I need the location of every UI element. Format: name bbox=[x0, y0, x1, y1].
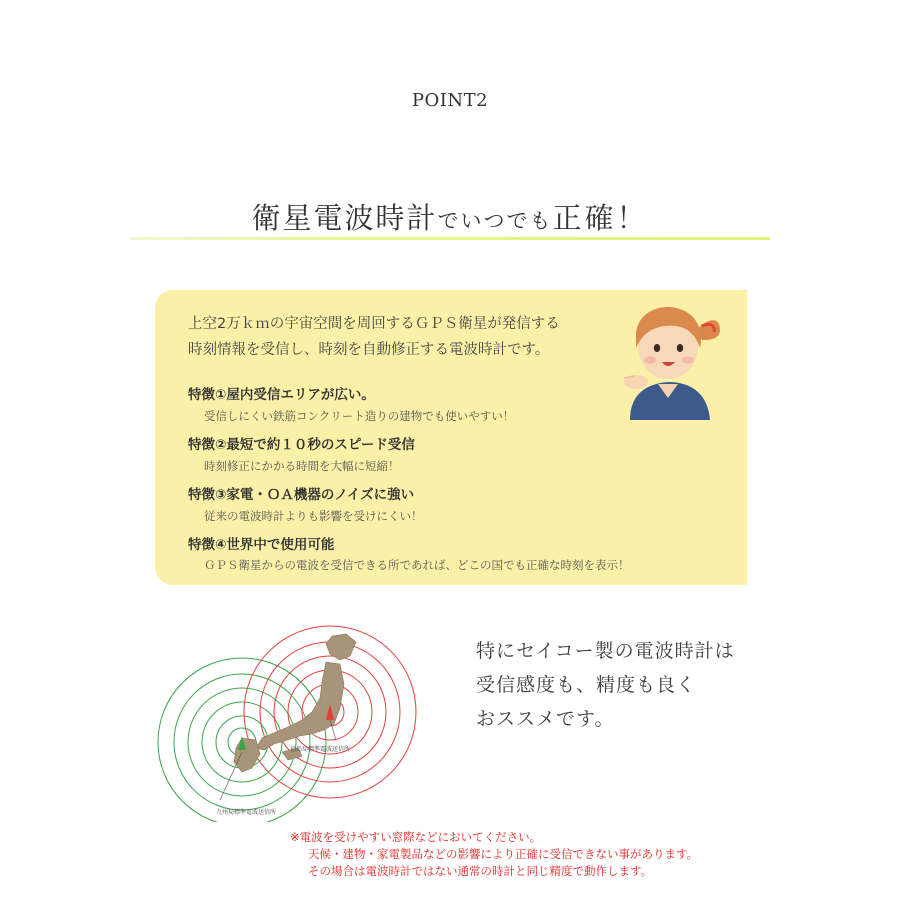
feature-4-desc: ＧＰＳ衛星からの電波を受信できる所であれば、どこの国でも正確な時刻を表示！ bbox=[204, 558, 630, 572]
recommendation-line1: 特にセイコー製の電波時計は bbox=[476, 640, 735, 662]
feature-1-title: 特徴①屋内受信エリアが広い。 bbox=[188, 387, 375, 403]
woman-illustration bbox=[604, 296, 730, 420]
feature-4-title: 特徴④世界中で使用可能 bbox=[188, 537, 335, 553]
feature-3-desc: 従来の電波時計よりも影響を受けにくい！ bbox=[204, 509, 423, 523]
note-line3: その場合は電波時計ではない通常の時計と同じ精度で動作します。 bbox=[308, 864, 653, 878]
feature-1-desc: 受信しにくい鉄筋コンクリート造りの建物でも使いやすい！ bbox=[204, 409, 515, 423]
intro-line2: 時刻情報を受信し、時刻を自動修正する電波時計です。 bbox=[188, 342, 550, 358]
fukushima-label: 福島局標準電波送信所 bbox=[290, 746, 351, 753]
feature-2-desc: 時刻修正にかかる時間を大幅に短縮！ bbox=[204, 459, 400, 473]
recommendation-text bbox=[476, 634, 735, 736]
headline-part1: 衛星電波時計 bbox=[251, 201, 438, 235]
headline-underline bbox=[130, 237, 770, 240]
feature-3-title: 特徴③家電・ＯＡ機器のノイズに強い bbox=[188, 487, 415, 503]
intro-text bbox=[188, 311, 608, 363]
intro-line1: 上空2万ｋｍの宇宙空間を周回するＧＰＳ衛星が発信する bbox=[188, 316, 560, 332]
note-line2: 天候・建物・家電製品などの影響により正確に受信できない事があります。 bbox=[308, 847, 699, 861]
kyushu-label: 九州局標準電波送信所 bbox=[216, 809, 277, 816]
recommendation-line2: 受信感度も、精度も良く bbox=[476, 674, 697, 696]
headline-part3: 正確！ bbox=[552, 201, 649, 235]
notes bbox=[290, 829, 698, 880]
headline-part2: でいつでも bbox=[437, 209, 553, 233]
point-label: POINT2 bbox=[411, 90, 489, 111]
radio-wave-coverage-map bbox=[150, 612, 440, 822]
recommendation-line3: おススメです。 bbox=[476, 708, 615, 730]
feature-2-title: 特徴②最短で約１０秒のスピード受信 bbox=[188, 437, 415, 453]
note-line1: ※電波を受けやすい窓際などにおいてください。 bbox=[290, 830, 542, 844]
headline bbox=[0, 196, 900, 237]
